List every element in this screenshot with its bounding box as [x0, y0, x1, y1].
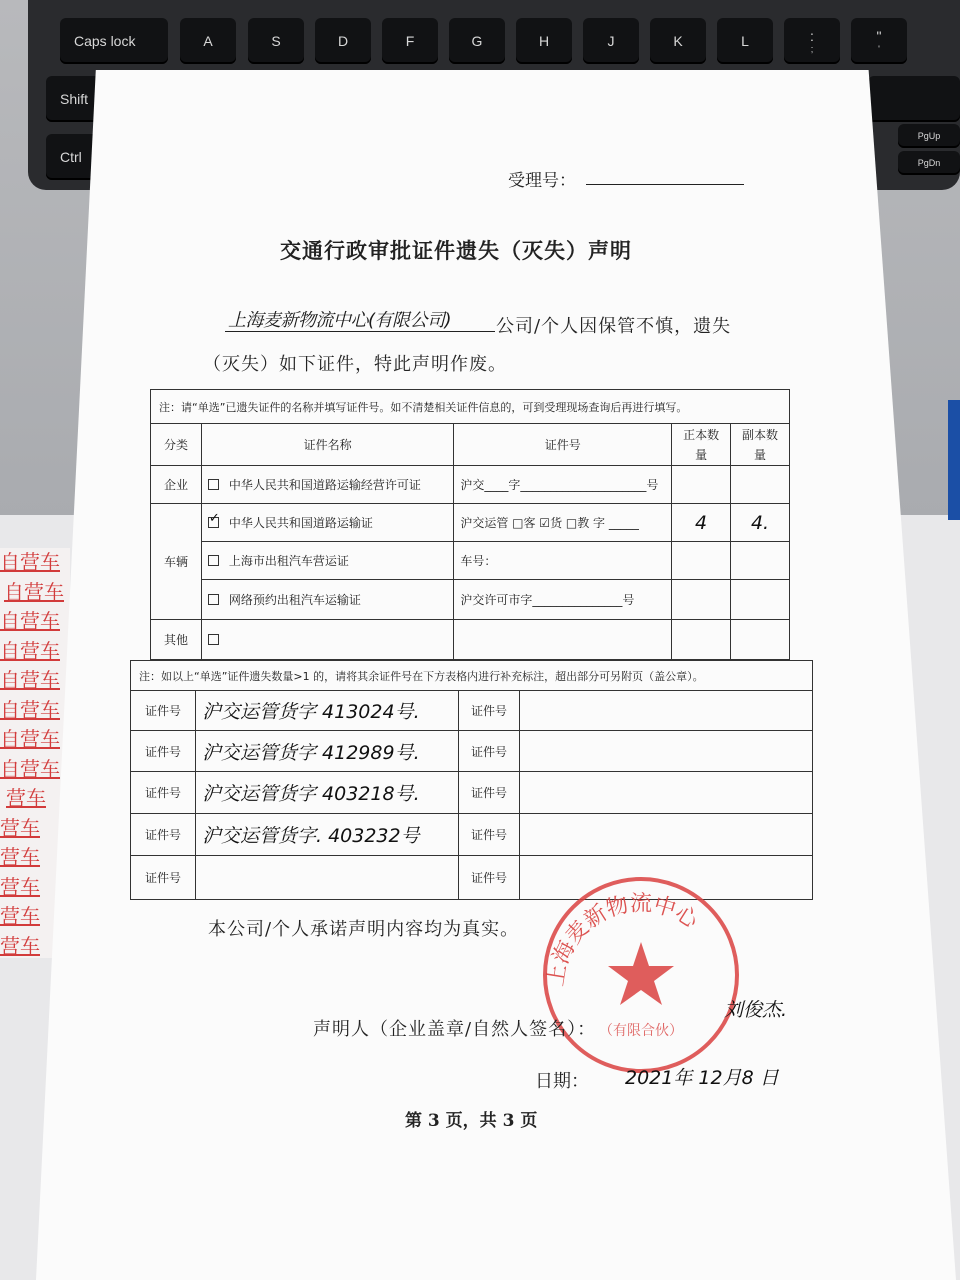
- row-original-qty[interactable]: [672, 580, 731, 620]
- row-name: 中华人民共和国道路运输证: [228, 516, 373, 530]
- blue-object-edge: [948, 400, 960, 520]
- header-original-qty: 正本数量: [672, 424, 731, 466]
- side-sheet-text: 自营车: [0, 638, 60, 663]
- number-value[interactable]: [520, 731, 813, 772]
- table-note: 注：请“单选”已遗失证件的名称并填写证件号。如不清楚相关证件信息的，可到受理现场查询后再进行填写。: [151, 390, 790, 424]
- key-enter[interactable]: [868, 76, 960, 122]
- side-sheet-text: 营车: [0, 904, 40, 928]
- key-s[interactable]: S: [248, 18, 304, 64]
- key-dquote-label: ": [876, 28, 882, 44]
- key-a[interactable]: A: [180, 18, 236, 64]
- number-value[interactable]: [520, 691, 813, 731]
- accept-number-field[interactable]: [586, 183, 744, 185]
- declaration-line-1: 公司/个人因保管不慎，遗失: [496, 316, 732, 337]
- row-copy-qty[interactable]: [731, 466, 790, 504]
- row-copy-qty[interactable]: 4.: [731, 504, 790, 542]
- row-number[interactable]: 车号：: [454, 542, 672, 580]
- number-label: 证件号: [131, 772, 196, 814]
- row-name-cell[interactable]: [201, 466, 453, 504]
- row-category: 企业: [151, 466, 202, 504]
- row-category: 车辆: [151, 504, 202, 620]
- checkbox[interactable]: [208, 555, 219, 566]
- checkbox[interactable]: [208, 594, 219, 605]
- table-note: 注：如以上“单选”证件遗失数量>1 的，请将其余证件号在下方表格内进行补充标注，超出部分可另附页（盖公章）。: [131, 661, 813, 691]
- side-sheet-text: 自营车: [4, 579, 64, 604]
- row-copy-qty[interactable]: [731, 542, 790, 580]
- declaration-line-2: （灭失）如下证件，特此声明作废。: [203, 354, 507, 375]
- row-name: 中华人民共和国道路运输经营许可证: [228, 478, 421, 492]
- number-value[interactable]: [196, 856, 459, 900]
- side-sheet-text: 自营车: [0, 668, 60, 692]
- side-sheet-text: 营车: [0, 933, 40, 958]
- key-colon-label: :: [810, 28, 814, 44]
- table-row: [131, 731, 813, 772]
- certificate-table: [150, 389, 790, 660]
- key-g[interactable]: G: [449, 18, 505, 64]
- page-number: 第 3 页，共 3 页: [405, 1111, 538, 1131]
- key-quote[interactable]: [851, 18, 907, 64]
- number-value[interactable]: 沪交运管货字 413024号.: [196, 691, 459, 731]
- side-sheet-text: 营车: [0, 874, 40, 899]
- row-name-cell[interactable]: [201, 620, 453, 660]
- side-sheet-text: 自营车: [0, 550, 60, 574]
- number-label: 证件号: [459, 856, 520, 900]
- promise-statement: 本公司/个人承诺声明内容均为真实。: [208, 919, 520, 940]
- key-semicolon-label: ;: [810, 44, 814, 54]
- signer-label: 声明人（企业盖章/自然人签名）：: [313, 1019, 597, 1040]
- side-sheet-text: 自营车: [0, 609, 60, 633]
- side-sheet-text: 自营车: [0, 727, 60, 751]
- table-row: [131, 691, 813, 731]
- header-name: 证件名称: [201, 424, 453, 466]
- additional-numbers-table: [130, 660, 813, 900]
- key-pgdn[interactable]: PgDn: [898, 151, 960, 175]
- table-row: [151, 504, 790, 542]
- table-row: [151, 466, 790, 504]
- checkbox[interactable]: [208, 634, 219, 645]
- number-label: 证件号: [459, 772, 520, 814]
- row-number[interactable]: 沪交运管 □客 ☑货 □教 字 _____: [454, 504, 672, 542]
- table-row: [151, 620, 790, 660]
- company-name-underline: [225, 331, 495, 332]
- key-f[interactable]: F: [382, 18, 438, 64]
- seal-subtext: （有限合伙）: [599, 1023, 683, 1039]
- number-value[interactable]: [520, 814, 813, 856]
- row-number[interactable]: [454, 620, 672, 660]
- side-sheet-text: 自营车: [0, 697, 60, 722]
- row-name-cell[interactable]: [201, 542, 453, 580]
- document-title: 交通行政审批证件遗失（灭失）声明: [280, 238, 632, 263]
- number-label: 证件号: [131, 856, 196, 900]
- date-label: 日期：: [535, 1071, 589, 1092]
- signature: 刘俊杰.: [724, 999, 788, 1021]
- key-h[interactable]: H: [516, 18, 572, 64]
- table-row: [131, 814, 813, 856]
- side-sheet-text: 营车: [0, 845, 40, 869]
- row-original-qty[interactable]: 4: [672, 504, 731, 542]
- key-shift[interactable]: Shift: [46, 76, 166, 122]
- row-number[interactable]: 沪交许可市字_______________号: [454, 580, 672, 620]
- table-row: [131, 772, 813, 814]
- key-j[interactable]: J: [583, 18, 639, 64]
- key-squote-label: ': [878, 44, 880, 54]
- key-pgup[interactable]: PgUp: [898, 124, 960, 148]
- number-value[interactable]: 沪交运管货字 403218号.: [196, 772, 459, 814]
- checkbox-checked[interactable]: [208, 517, 219, 528]
- number-label: 证件号: [459, 691, 520, 731]
- number-value[interactable]: 沪交运管货字 412989号.: [196, 731, 459, 772]
- seal-text: 上海麦新物流中心: [543, 891, 703, 989]
- number-label: 证件号: [459, 814, 520, 856]
- row-number[interactable]: 沪交____字_____________________号: [454, 466, 672, 504]
- key-k[interactable]: K: [650, 18, 706, 64]
- key-l[interactable]: L: [717, 18, 773, 64]
- row-original-qty[interactable]: [672, 466, 731, 504]
- key-semicolon[interactable]: [784, 18, 840, 64]
- number-value[interactable]: [520, 772, 813, 814]
- checkbox[interactable]: [208, 479, 219, 490]
- date-value: 2021年 12月8 日: [625, 1067, 779, 1089]
- number-label: 证件号: [459, 731, 520, 772]
- row-name-cell[interactable]: [201, 504, 453, 542]
- accept-number-label: 受理号：: [508, 171, 576, 191]
- number-label: 证件号: [131, 814, 196, 856]
- row-category: 其他: [151, 620, 202, 660]
- row-original-qty[interactable]: [672, 620, 731, 660]
- number-label: 证件号: [131, 731, 196, 772]
- side-sheet-text: 营车: [6, 786, 46, 810]
- row-copy-qty[interactable]: [731, 580, 790, 620]
- number-label: 证件号: [131, 691, 196, 731]
- row-name: 网络预约出租汽车运输证: [228, 593, 361, 607]
- key-ctrl[interactable]: Ctrl: [46, 134, 126, 180]
- side-sheet-text: 营车: [0, 815, 40, 840]
- row-name: 上海市出租汽车营运证: [228, 554, 349, 568]
- header-copy-qty: 副本数量: [731, 424, 790, 466]
- row-name-cell[interactable]: [201, 580, 453, 620]
- row-copy-qty[interactable]: [731, 620, 790, 660]
- key-caps-lock[interactable]: Caps lock: [60, 18, 168, 64]
- table-row: [151, 580, 790, 620]
- number-value[interactable]: 沪交运管货字. 403232号: [196, 814, 459, 856]
- header-number: 证件号: [454, 424, 672, 466]
- side-sheet-text: 自营车: [0, 756, 60, 781]
- company-seal-icon: [536, 870, 746, 1080]
- key-d[interactable]: D: [315, 18, 371, 64]
- row-original-qty[interactable]: [672, 542, 731, 580]
- table-row: [151, 542, 790, 580]
- header-category: 分类: [151, 424, 202, 466]
- company-name-handwritten: 上海麦新物流中心(有限公司): [228, 310, 452, 331]
